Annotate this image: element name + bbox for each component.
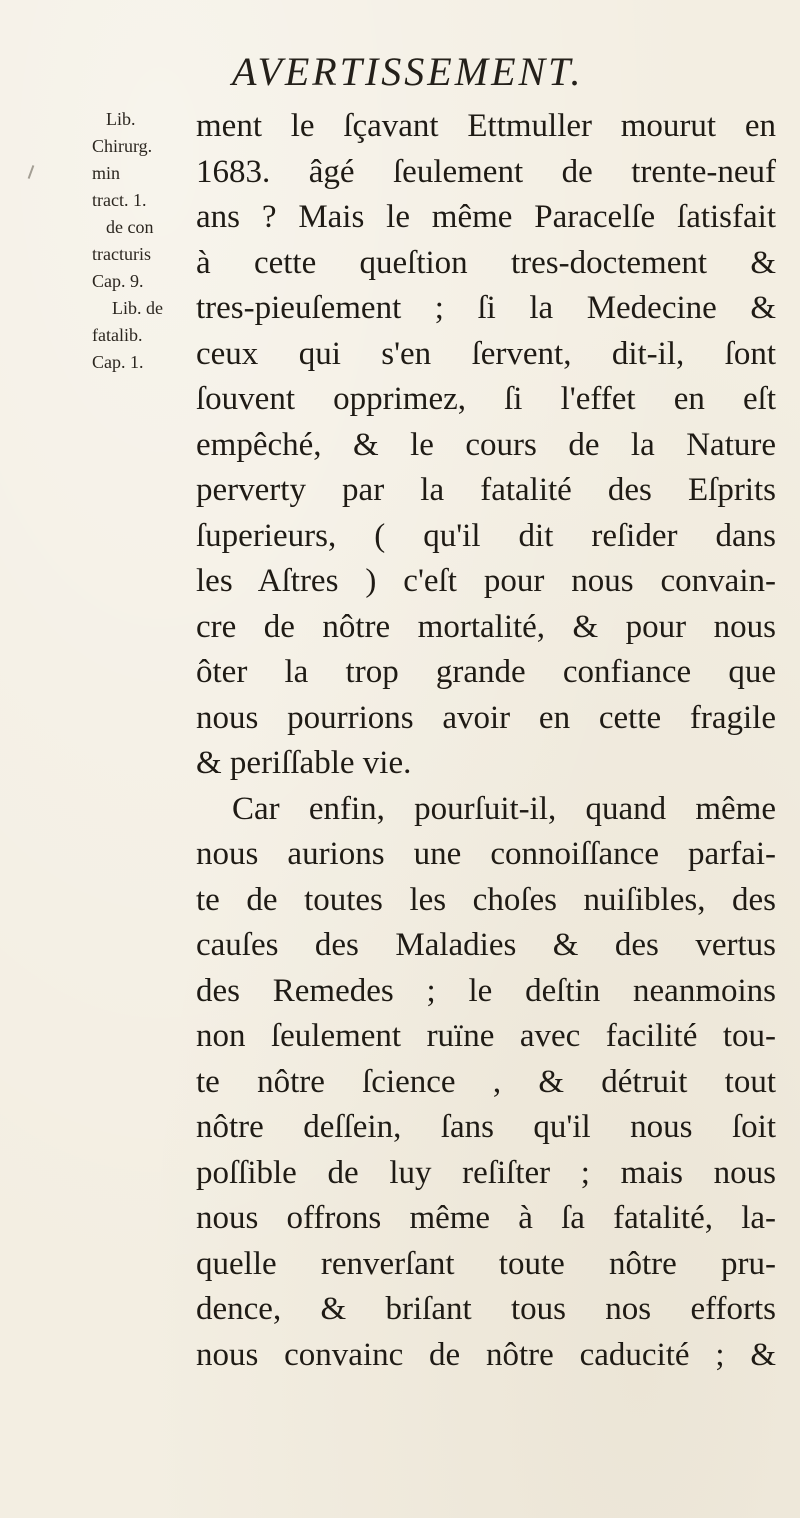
margin-note: Lib. xyxy=(106,109,136,129)
text-line: tres-pieuſement ; ſi la Medecine & xyxy=(196,290,776,326)
margin-note: de con xyxy=(106,217,154,237)
text-line: cauſes des Maladies & des vertus xyxy=(196,927,776,963)
text-line: quelle renverſant toute nôtre pru- xyxy=(196,1245,776,1282)
margin-notes xyxy=(92,106,182,376)
text-line: à cette queſtion tres-doctement & xyxy=(196,244,776,281)
margin-note: fatalib. xyxy=(92,325,143,345)
text-line: ſouvent opprimez, ſi l'effet en eſt xyxy=(196,381,776,417)
text-line: ment le ſçavant Ettmuller mourut en xyxy=(196,108,776,144)
margin-note: tract. 1. xyxy=(92,190,147,210)
text-line: Car enfin, pourſuit-il, quand même xyxy=(232,790,776,827)
text-line: nous offrons même à ſa fatalité, la- xyxy=(196,1200,776,1236)
text-line: & periſſable vie. xyxy=(196,745,412,781)
text-line: poſſible de luy reſiſter ; mais nous xyxy=(196,1154,776,1191)
text-line: dence, & briſant tous nos efforts xyxy=(196,1291,776,1327)
margin-note: min xyxy=(92,163,121,183)
margin-note: Lib. de xyxy=(112,298,163,318)
text-line: nous pourrions avoir en cette fragile xyxy=(196,699,776,736)
margin-note: Cap. 9. xyxy=(92,271,144,291)
text-line: nous convainc de nôtre caducité ; & xyxy=(196,1336,776,1373)
text-line: des Remedes ; le deſtin neanmoins xyxy=(196,972,776,1009)
text-line: perverty par la fatalité des Eſprits xyxy=(196,472,776,508)
text-line: cre de nôtre mortalité, & pour nous xyxy=(196,608,776,645)
running-head: AVERTISSEMENT. xyxy=(232,49,584,94)
ink-mark xyxy=(28,165,35,179)
text-line: les Aſtres ) c'eſt pour nous convain- xyxy=(196,563,776,599)
text-line: empêché, & le cours de la Nature xyxy=(196,426,776,463)
text-line: ans ? Mais le même Paracelſe ſatisfait xyxy=(196,199,776,235)
margin-note: Chirurg. xyxy=(92,136,153,156)
margin-note: Cap. 1. xyxy=(92,352,144,372)
text-line: 1683. âgé ſeulement de trente-neuf xyxy=(196,153,776,190)
text-line: nous aurions une connoiſſance parfai- xyxy=(196,836,776,872)
text-line: te nôtre ſcience , & détruit tout xyxy=(196,1063,776,1100)
body-text xyxy=(196,104,776,1378)
text-line: nôtre deſſein, ſans qu'il nous ſoit xyxy=(196,1109,776,1145)
text-line: te de toutes les choſes nuiſibles, des xyxy=(196,881,776,918)
text-line: ſuperieurs, ( qu'il dit reſider dans xyxy=(196,517,776,554)
margin-note: tracturis xyxy=(92,244,151,264)
text-line: ceux qui s'en ſervent, dit-il, ſont xyxy=(196,335,776,372)
text-line: ôter la trop grande confiance que xyxy=(196,654,776,690)
text-line: non ſeulement ruïne avec facilité tou- xyxy=(196,1018,776,1054)
